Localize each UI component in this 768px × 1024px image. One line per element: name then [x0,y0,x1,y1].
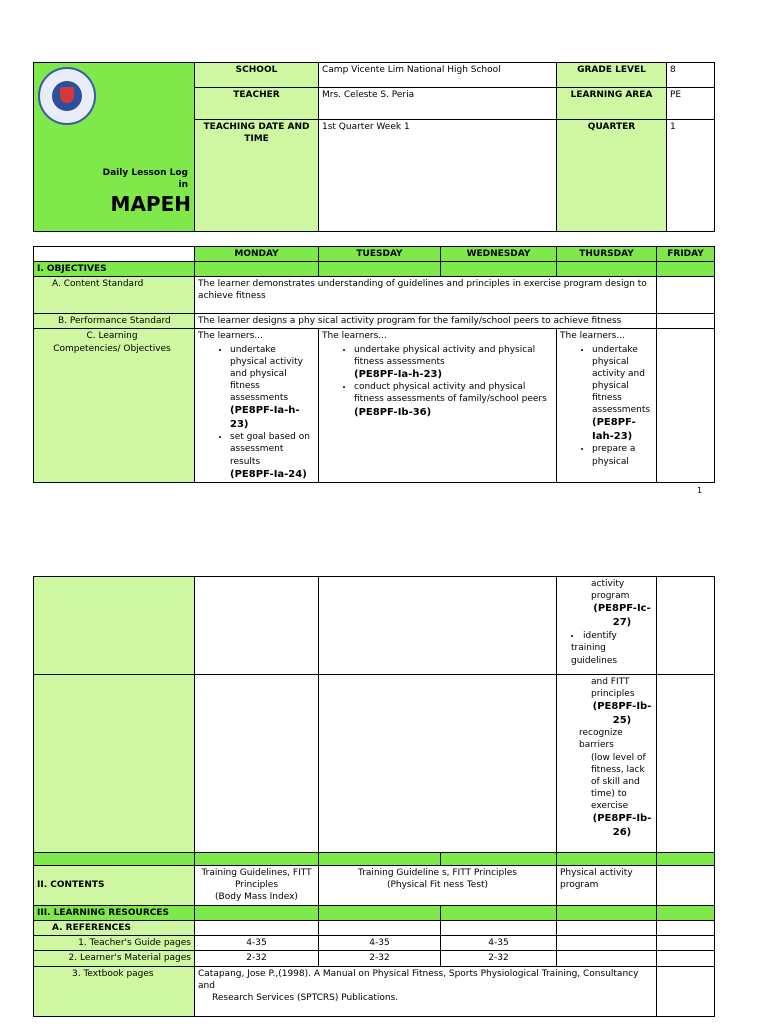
teacher-label: TEACHER [195,88,319,120]
objectives-table [33,246,715,483]
thursday-continued-2: and FITT principles (PE8PF-Ib-25) recognize barriers (low level of fitness, lack of skill and time) to exercise (PE8PF-Ib-26) [557,675,657,853]
tg-tuesday: 4-35 [319,936,441,951]
contents-thursday: Physical activity program [557,866,657,906]
log-title: Daily Lesson Log [102,168,188,178]
list-item: • undertake physical activity and physical fitness assessments (PE8PF-Ia-h-23) [230,344,315,432]
lm-tuesday: 2-32 [319,951,441,966]
school-value: Camp Vicente Lim National High School [319,63,557,88]
list-item: • set goal based on assessment results (PE8PF-Ia-24) [230,431,315,481]
list-item: • identify training guidelines [571,630,653,666]
performance-standard-label: B. Performance Standard [34,314,195,329]
continuation-table [33,576,715,1017]
content-standard-label: A. Content Standard [34,277,195,314]
thursday-objectives: The learners... • undertake physical activity and physical fitness assessments (PE8PF-Iah-23) • prepare a physical [557,329,657,483]
list-item: • undertake physical activity and physical fitness assessments (PE8PF-Iah-23) [592,344,653,444]
day-wednesday: WEDNESDAY [441,247,557,262]
grade-label: GRADE LEVEL [557,63,667,88]
contents-tue-wed: Training Guideline s, FITT Principles (Physical Fit ness Test) [319,866,557,906]
tb-text: Catapang, Jose P.,(1998). A Manual on Physical Fitness, Sports Physiological Training, Consultancy and Research Services (SPTCRS) Publications. [195,966,657,1016]
day-friday: FRIDAY [657,247,715,262]
day-monday: MONDAY [195,247,319,262]
list-item: • prepare a physical [592,443,653,467]
day-thursday: THURSDAY [557,247,657,262]
area-value: PE [667,88,715,120]
lm-monday: 2-32 [195,951,319,966]
lm-wednesday: 2-32 [441,951,557,966]
day-tuesday: TUESDAY [319,247,441,262]
area-label: LEARNING AREA [557,88,667,120]
list-item: • undertake physical activity and physical fitness assessments (PE8PF-Ia-h-23) [354,344,553,382]
tg-monday: 4-35 [195,936,319,951]
references-label: A. REFERENCES [34,921,195,936]
tg-wednesday: 4-35 [441,936,557,951]
performance-standard-text: The learner designs a phy sical activity program for the family/school peers to achieve fitness [195,314,657,329]
contents-label: II. CONTENTS [34,866,195,906]
objectives-title: I. OBJECTIVES [34,262,195,277]
subject-title: MAPEH [110,192,191,216]
thursday-continued-1: activity program (PE8PF-Ic-27) • identify training guidelines [557,577,657,675]
tuesday-objectives: The learners... • undertake physical activity and physical fitness assessments (PE8PF-Ia-h-23) • conduct physical activity and physical fitness assessments of family/school peers (PE8PF-Ib-36) [319,329,557,483]
quarter-label: QUARTER [557,120,667,232]
school-label: SCHOOL [195,63,319,88]
logo-cell [34,63,195,232]
date-value: 1st Quarter Week 1 [319,120,557,232]
deped-seal-icon [38,67,96,125]
list-item: • conduct physical activity and physical fitness assessments of family/school peers (PE8PF-Ib-36) [354,381,553,419]
grade-value: 8 [667,63,715,88]
content-standard-text: The learner demonstrates understanding of guidelines and principles in exercise program design to achieve fitness [195,277,657,314]
days-corner [34,247,195,262]
resources-label: III. LEARNING RESOURCES [34,906,195,921]
competency-label: C. Learning Competencies/ Objectives [34,329,195,483]
date-label: TEACHING DATE AND TIME [195,120,319,232]
header-table [33,62,715,232]
tb-label: 3. Textbook pages [34,966,195,1016]
teacher-value: Mrs. Celeste S. Peria [319,88,557,120]
log-in: in [178,180,188,190]
page-number: 1 [697,486,703,495]
tg-label: 1. Teacher's Guide pages [34,936,195,951]
lm-label: 2. Learner's Material pages [34,951,195,966]
contents-monday: Training Guidelines, FITT Principles (Body Mass Index) [195,866,319,906]
monday-objectives: The learners... • undertake physical activity and physical fitness assessments (PE8PF-Ia-h-23) • set goal based on assessment results (PE8PF-Ia-24) [195,329,319,483]
quarter-value: 1 [667,120,715,232]
